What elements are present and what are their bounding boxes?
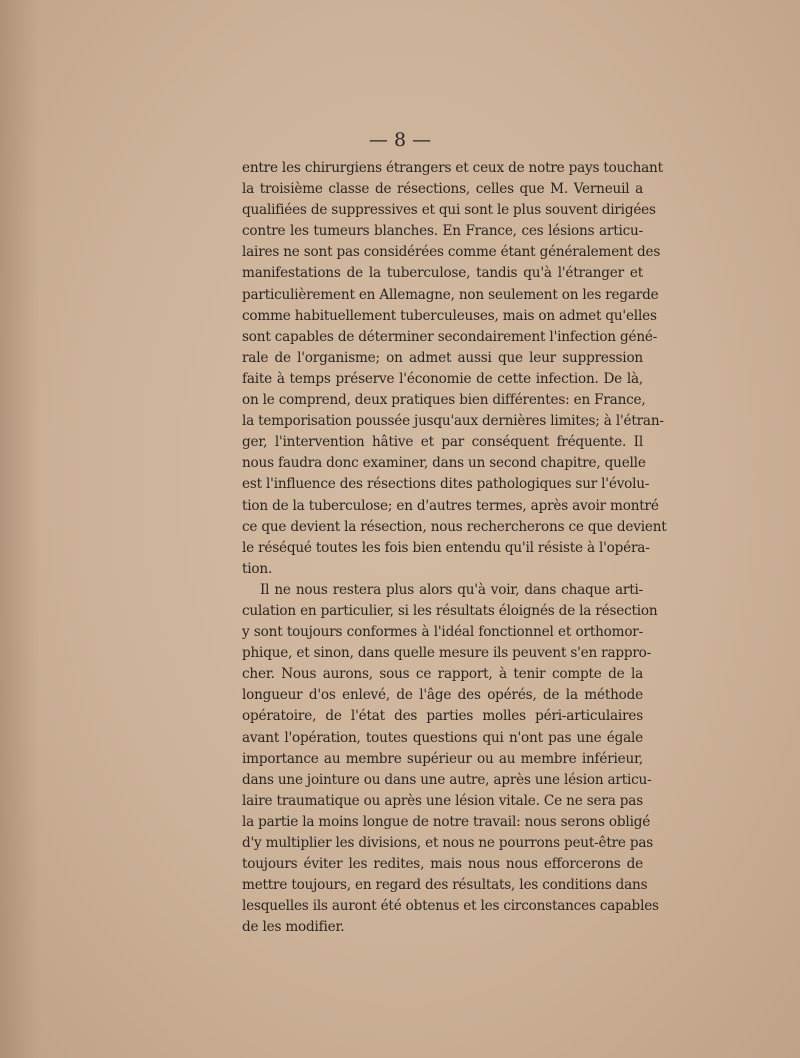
text-line: cher. Nous aurons, sous ce rapport, à tenir compte de la [242,666,643,683]
text-line: comme habituellement tuberculeuses, mais on admet qu'elles [242,307,657,324]
text-line: y sont toujours conformes à l'idéal fonctionnel et orthomor- [242,624,643,641]
text-line: ce que devient la résection, nous rechercherons ce que devient [242,518,667,535]
text-line: contre les tumeurs blanches. En France, ces lésions articu- [242,223,643,240]
page-number: — 8 — [368,129,432,151]
text-line: la partie la moins longue de notre travail: nous serons obligé [242,813,651,830]
text-line: manifestations de la tuberculose, tandis qu'à l'étranger et [242,265,643,282]
text-line: tion de la tuberculose; en d'autres termes, après avoir montré [242,497,659,514]
text-line: dans une jointure ou dans une autre, après une lésion articu- [242,771,652,788]
text-line: entre les chirurgiens étrangers et ceux de notre pays touchant [242,160,663,176]
text-line: lesquelles ils auront été obtenus et les circonstances capables [242,898,659,915]
text-line: laires ne sont pas considérées comme étant généralement des [242,244,661,261]
page-edge-shadow [0,0,40,1058]
text-line: opératoire, de l'état des parties molles péri-articulaires [242,708,643,725]
text-line: la troisième classe de résections, celles que M. Verneuil a [242,181,643,198]
text-line: la temporisation poussée jusqu'aux dernières limites; à l'étran- [242,413,664,430]
text-line: importance au membre supérieur ou au membre inférieur, [242,750,643,767]
text-line: on le comprend, deux pratiques bien différentes: en France, [242,392,646,409]
text-line: qualifiées de suppressives et qui sont le plus souvent dirigées [242,202,656,219]
text-line: de les modifier. [242,919,345,936]
text-line: toujours éviter les redites, mais nous nous efforcerons de [242,856,643,873]
text-line: nous faudra donc examiner, dans un second chapitre, quelle [242,455,646,472]
text-line: phique, et sinon, dans quelle mesure ils peuvent s'en rappro- [242,645,652,662]
text-line: laire traumatique ou après une lésion vitale. Ce ne sera pas [242,792,643,809]
text-line: faite à temps préserve l'économie de cette infection. De là, [242,370,643,387]
text-line: est l'influence des résections dites pathologiques sur l'évolu- [242,476,650,493]
text-line: tion. [242,560,273,577]
text-line: sont capables de déterminer secondairement l'infection géné- [242,328,658,345]
body-text [242,158,667,938]
text-line: longueur d'os enlevé, de l'âge des opérés, de la méthode [242,687,643,704]
text-line: rale de l'organisme; on admet aussi que leur suppression [242,349,643,366]
text-line: culation en particulier, si les résultats éloignés de la résection [242,602,658,619]
text-line: Il ne nous restera plus alors qu'à voir, dans chaque arti- [260,581,643,598]
text-line: mettre toujours, en regard des résultats, les conditions dans [242,877,648,894]
text-line: le réséqué toutes les fois bien entendu qu'il résiste à l'opéra- [242,539,650,556]
text-line: avant l'opération, toutes questions qui n'ont pas une égale [242,729,643,746]
text-line: ger, l'intervention hâtive et par conséquent fréquente. Il [242,434,643,451]
text-line: d'y multiplier les divisions, et nous ne pourrons peut-être pas [242,835,654,851]
text-line: particulièrement en Allemagne, non seulement on les regarde [242,286,659,303]
